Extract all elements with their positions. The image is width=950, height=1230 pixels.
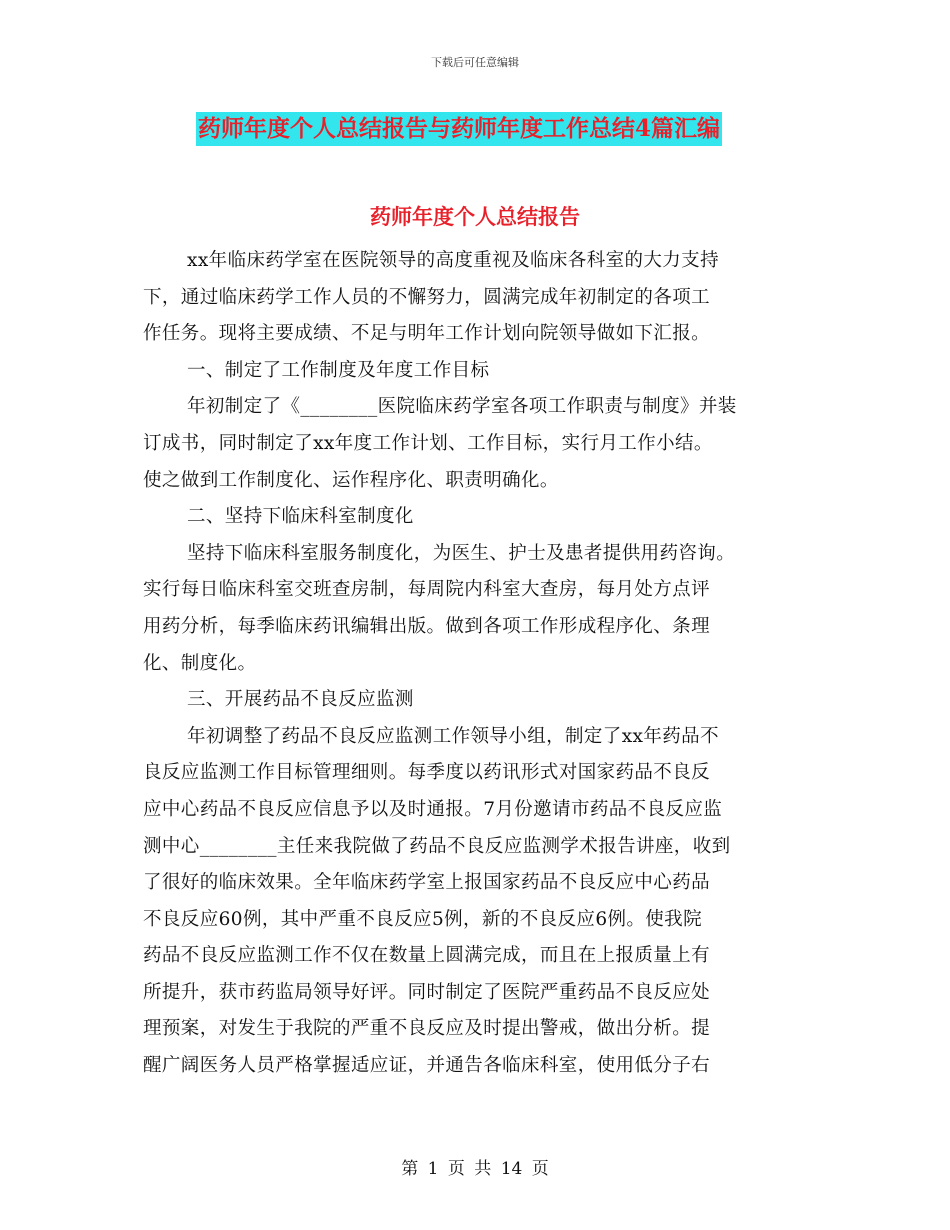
body-text <box>143 243 807 1085</box>
paragraph-line: 年初制定了《________医院临床药学室各项工作职责与制度》并装 <box>187 396 737 418</box>
header-note: 下载后可任意编辑 <box>431 56 519 69</box>
page-footer: 第 1 页 共 14 页 <box>401 1159 549 1179</box>
paragraph-line: 醒广阔医务人员严格掌握适应证，并通告各临床科室，使用低分子右 <box>143 1055 711 1077</box>
paragraph-line: 使之做到工作制度化、运作程序化、职责明确化。 <box>143 469 559 491</box>
heading-line: 三、开展药品不良反应监测 <box>187 689 414 711</box>
paragraph-line: 实行每日临床科室交班查房制，每周院内科室大查房，每月处方点评 <box>143 579 711 601</box>
paragraph-line: 了很好的临床效果。全年临床药学室上报国家药品不良反应中心药品 <box>143 872 711 894</box>
paragraph-line: 良反应监测工作目标管理细则。每季度以药讯形式对国家药品不良反 <box>143 762 711 784</box>
heading-line: 二、坚持下临床科室制度化 <box>187 506 414 528</box>
paragraph-line: 测中心________主任来我院做了药品不良反应监测学术报告讲座，收到 <box>143 835 731 857</box>
section-title: 药师年度个人总结报告 <box>370 204 580 229</box>
heading-line: 一、制定了工作制度及年度工作目标 <box>187 359 490 381</box>
paragraph-line: 所提升，获市药监局领导好评。同时制定了医院严重药品不良反应处 <box>143 981 711 1003</box>
paragraph-line: 下，通过临床药学工作人员的不懈努力，圆满完成年初制定的各项工 <box>143 286 711 308</box>
paragraph-line: 用药分析，每季临床药讯编辑出版。做到各项工作形成程序化、条理 <box>143 615 711 637</box>
paragraph-line: 应中心药品不良反应信息予以及时通报。7月份邀请市药品不良反应监 <box>143 798 723 820</box>
paragraph-line: 年初调整了药品不良反应监测工作领导小组，制定了xx年药品不 <box>187 725 719 747</box>
paragraph-line: 订成书，同时制定了xx年度工作计划、工作目标，实行月工作小结。 <box>143 432 713 454</box>
document-title: 药师年度个人总结报告与药师年度工作总结4篇汇编 <box>196 112 722 146</box>
paragraph-line: 理预案，对发生于我院的严重不良反应及时提出警戒，做出分析。提 <box>143 1018 711 1040</box>
paragraph-line: 不良反应60例，其中严重不良反应5例，新的不良反应6例。使我院 <box>143 908 702 930</box>
paragraph-line: 药品不良反应监测工作不仅在数量上圆满完成，而且在上报质量上有 <box>143 945 711 967</box>
paragraph-line: xx年临床药学室在医院领导的高度重视及临床各科室的大力支持 <box>187 250 719 271</box>
paragraph-line: 化、制度化。 <box>143 652 257 674</box>
paragraph-line: 坚持下临床科室服务制度化，为医生、护士及患者提供用药咨询。 <box>187 542 736 564</box>
paragraph-line: 作任务。现将主要成绩、不足与明年工作计划向院领导做如下汇报。 <box>143 323 711 345</box>
